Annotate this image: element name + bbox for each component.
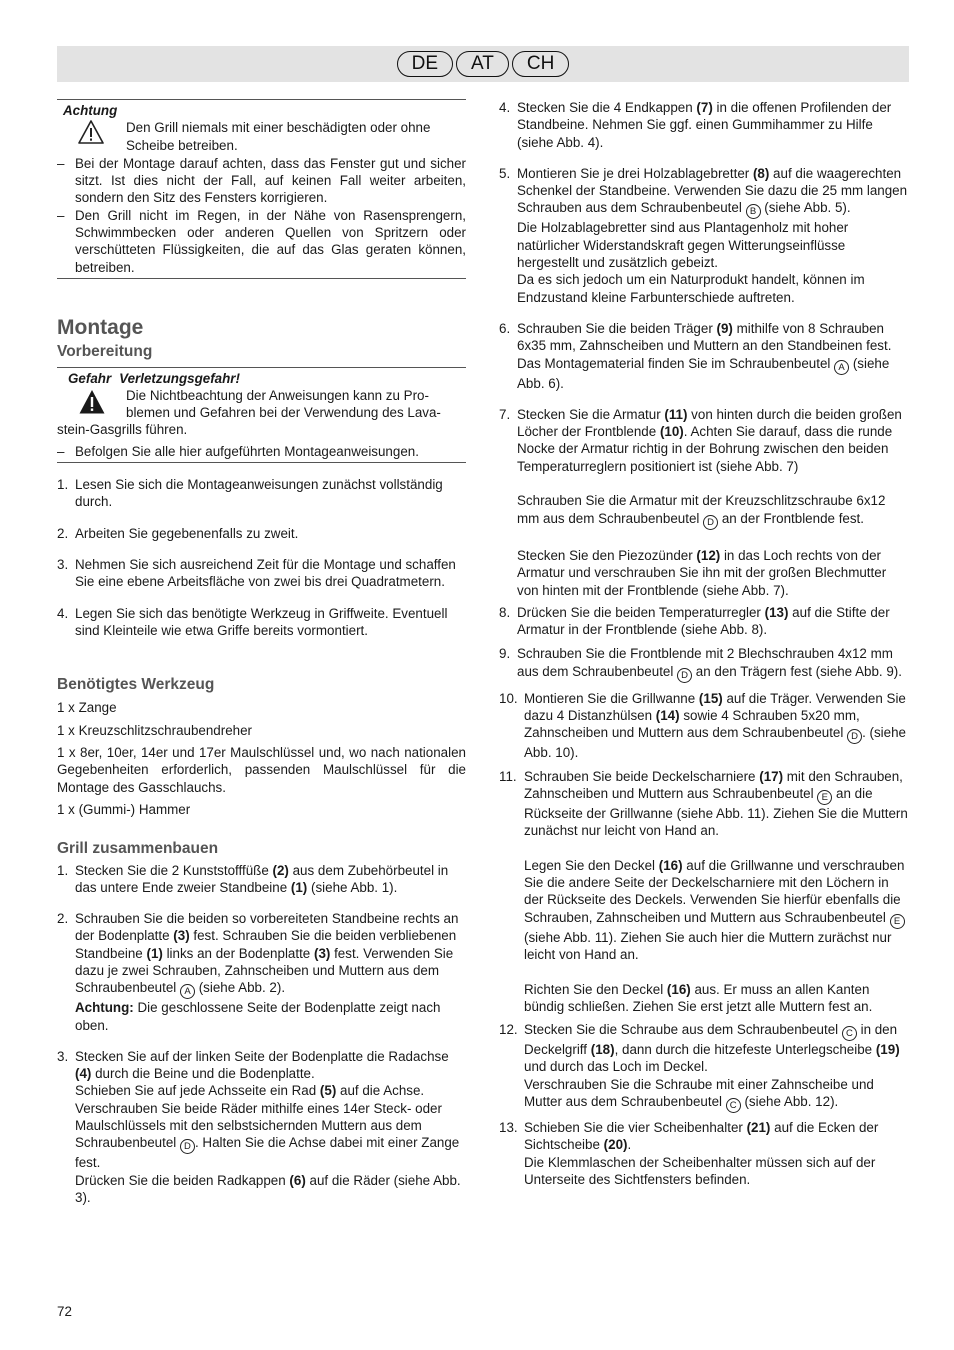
assembly-step	[499, 690, 909, 762]
danger-triangle-icon	[79, 389, 105, 415]
step-text: Stecken Sie die Schraube aus dem Schraubenbeutel C in den Deckelgriff (18), dann durch die hitzefeste Unterlegscheibe (19) und durch das Loch im Deckel. Verschrauben Sie die Schraube mit einer Zahnscheibe und Mutter aus dem Schraubenbeutel C (siehe Abb. 12).	[524, 1022, 900, 1112]
step-text: Arbeiten Sie gegebenenfalls zu zweit.	[75, 525, 299, 541]
dash-marker: –	[57, 443, 65, 459]
subsection-assemble: Grill zusammenbauen	[57, 840, 219, 858]
danger-dash-item	[57, 443, 466, 460]
step-number: 7.	[499, 406, 511, 422]
assembly-step	[499, 99, 909, 151]
warning-triangle-icon	[78, 119, 104, 145]
step-number: 10.	[499, 690, 518, 706]
assembly-step	[499, 406, 909, 599]
step-text: Stecken Sie auf der linken Seite der Bodenplatte die Radachse (4) durch die Beine und die Bodenplatte. Schieben Sie auf jede Achsseite ein Rad (5) auf die Achse. Verschrauben Sie beide Räder mithilfe eines 14er Steck- oder Maulschlüssels mit den selbstsichernden Muttern aus dem Schraubenbeutel D . Halten Sie die Achse dabei mit einer Zange fest. Drücken Sie die beiden Radkappen (6) auf die Räder (siehe Abb. 3).	[75, 1048, 461, 1205]
prep-step	[57, 556, 466, 591]
prep-step	[57, 605, 466, 640]
assembly-step	[499, 1021, 909, 1113]
caution-dash-item	[57, 155, 466, 207]
caution-body	[57, 119, 466, 154]
subsection-prep: Vorbereitung	[57, 343, 153, 361]
page-number: 72	[57, 1304, 72, 1319]
dash-marker: –	[57, 155, 65, 171]
danger-line3: stein-Gasgrills führen.	[57, 422, 188, 438]
step-number: 3.	[57, 556, 69, 572]
language-badge-at: AT	[456, 51, 509, 77]
caution-rule-bottom	[57, 278, 466, 279]
step-number: 11.	[499, 768, 517, 784]
left-column	[57, 99, 466, 1206]
danger-line1: Die Nichtbeachtung der Anweisungen kann zu Pro-	[126, 387, 429, 403]
assembly-step	[57, 1048, 466, 1206]
step-number: 8.	[499, 604, 511, 620]
step-text: Stecken Sie die 2 Kunststofffüße (2) aus dem Zubehörbeutel in das untere Ende zweier Standbeine (1) (siehe Abb. 1).	[75, 862, 449, 895]
assembly-step	[499, 1119, 909, 1188]
step-text: Schrauben Sie die beiden Träger (9) mithilfe von 8 Schrauben 6x35 mm, Zahnscheiben und Muttern an den Standbeinen fest. Das Montagematerial finden Sie im Schraubenbeutel A (siehe Abb. 6).	[517, 320, 892, 391]
language-badges	[57, 51, 909, 77]
step-number: 6.	[499, 320, 511, 336]
prep-step	[57, 525, 466, 542]
step-text: Montieren Sie je drei Holzablagebretter (8) auf die waagerechten Schenkel der Standbeine. Verwenden Sie dazu die 25 mm langen Schrauben aus dem Schraubenbeutel B (siehe Abb. 5). Die Holzablagebretter sind aus Plantagenholz mit hoher natürlicher Widerstandskraft gegen Witterungseinflüsse hergestellt und zusätzlich gebeizt. Da es sich jedoch um ein Naturprodukt handelt, können im Endzustand kleine Farbunterschiede auftreten.	[517, 165, 908, 305]
section-title: Montage	[57, 315, 144, 339]
step-number: 1.	[57, 862, 69, 878]
tool-item: 1 x (Gummi-) Hammer	[57, 801, 191, 817]
danger-body	[57, 387, 466, 439]
danger-rule-bottom	[57, 462, 466, 463]
assembly-step	[499, 604, 909, 639]
step-text: Drücken Sie die beiden Temperaturregler (13) auf die Stifte der Armatur in der Frontblende (siehe Abb. 8).	[517, 604, 890, 638]
subsection-tools: Benötigtes Werkzeug	[57, 676, 215, 694]
step-text: Schrauben Sie die Frontblende mit 2 Blechschrauben 4x12 mm aus dem Schraubenbeutel D an den Trägern fest (siehe Abb. 9).	[517, 646, 902, 681]
step-text: Montieren Sie die Grillwanne (15) auf die Träger. Verwenden Sie dazu 4 Distanzhülsen (14) sowie 4 Schrauben 5x20 mm, Zahnscheiben und Muttern aus dem Schraubenbeutel D . (siehe Abb. 10).	[524, 690, 906, 761]
step-text: Stecken Sie die Armatur (11) von hinten durch die beiden großen Löcher der Frontblende (10). Achten Sie darauf, dass die runde Nocke der Armatur richtig in der Bohrung zwischen den beiden Temperaturreglern positioniert ist (siehe Abb. 7) Schrauben Sie die Armatur mit der Kreuzschlitzschraube 6x12 mm aus dem Schraubenbeutel D an der Frontblende fest. Stecken Sie den Piezozünder (12) in das Loch rechts von der Armatur und verschrauben Sie ihn mit der großen Blechmutter von hinten mit der Frontblende (siehe Abb. 7).	[517, 406, 902, 598]
step-number: 3.	[57, 1048, 69, 1064]
step-number: 2.	[57, 525, 69, 541]
danger-line2: blemen und Gefahren bei der Verwendung des Lava-	[126, 405, 441, 421]
step-number: 13.	[499, 1120, 518, 1136]
tool-item: 1 x Kreuzschlitzschraubendreher	[57, 722, 253, 738]
step-text: Nehmen Sie sich ausreichend Zeit für die Montage und schaffen Sie eine ebene Arbeitsfläche von zwei bis drei Quadratmetern.	[75, 556, 456, 590]
danger-dash-text: Befolgen Sie alle hier aufgeführten Montageanweisungen.	[75, 443, 419, 459]
header-bar	[57, 46, 909, 82]
caution-text-line2: Scheibe betreiben.	[126, 137, 238, 153]
right-column	[499, 99, 909, 1188]
step-number: 4.	[499, 100, 511, 115]
step-number: 9.	[499, 646, 511, 662]
step-text: Lesen Sie sich die Montageanweisungen zunächst vollständig durch.	[75, 477, 443, 510]
caution-dash-text: Den Grill nicht im Regen, in der Nähe von Rasensprengern, Schwimmbecken oder anderen Quellen von Spritzern oder verschütteten Flüssigkeiten, die auf das Glas geraten können, betreiben.	[75, 207, 466, 275]
caution-dash-text: Bei der Montage darauf achten, dass das Fenster gut und sicher sitzt. Ist dies nicht der Fall, auf keinen Fall weiter arbeiten, sondern den Sitz des Fensters korrigieren.	[75, 155, 466, 206]
step-text: Legen Sie sich das benötigte Werkzeug in Griffweite. Eventuell sind Kleinteile wie etwa Griffe bereits vormontiert.	[75, 605, 448, 638]
dash-marker: –	[57, 207, 65, 223]
assembly-step	[57, 910, 466, 1034]
caution-dash-item	[57, 207, 466, 276]
assembly-step	[499, 645, 909, 682]
tool-item: 1 x 8er, 10er, 14er und 17er Maulschlüssel und, wo nach nationalen Gegebenheiten erforderlich, passenden Maulschlüssel für die Montage des Gasschlauchs.	[57, 745, 466, 795]
step-number: 4.	[57, 605, 69, 621]
prep-step	[57, 476, 466, 511]
danger-label: Gefahr	[68, 370, 112, 386]
step-text: Schieben Sie die vier Scheibenhalter (21) auf die Ecken der Sichtscheibe (20). Die Klemmlaschen der Scheibenhalter müssen sich auf der Unterseite des Sichtfensters befinden.	[524, 1120, 879, 1187]
language-badge-de: DE	[397, 51, 453, 77]
assembly-step	[499, 320, 909, 392]
step-number: 1.	[57, 477, 69, 493]
step-text: Stecken Sie die 4 Endkappen (7) in die offenen Profilenden der Standbeine. Nehmen Sie ggf. einen Gummihammer zu Hilfe (siehe Abb. 4).	[517, 100, 892, 150]
danger-heading	[57, 368, 466, 387]
tool-item: 1 x Zange	[57, 700, 117, 716]
assembly-step	[499, 165, 909, 306]
caution-label: Achtung	[63, 103, 118, 118]
language-badge-ch: CH	[512, 51, 569, 77]
caution-text-line1: Den Grill niemals mit einer beschädigten oder ohne	[126, 120, 431, 136]
step-number: 12.	[499, 1022, 518, 1038]
assembly-step	[57, 862, 466, 897]
danger-sublabel: Verletzungsgefahr!	[119, 370, 240, 386]
step-text: Schrauben Sie die beiden so vorbereiteten Standbeine rechts an der Bodenplatte (3) fest. Schrauben Sie die beiden verbliebenen Standbeine (1) links an der Bodenplatte (3) fest. Verwenden Sie dazu je zwei Schrauben, Zahnscheiben und Muttern aus dem Schraubenbeutel A (siehe Abb. 2). Achtung: Die geschlossene Seite der Bodenplatte zeigt nach oben.	[75, 911, 459, 1033]
step-text: Schrauben Sie beide Deckelscharniere (17) mit den Schrauben, Zahnscheiben und Muttern aus Schraubenbeutel E an die Rückseite der Grillwanne (siehe Abb. 11). Ziehen Sie die Muttern zunächst nur leicht von Hand an. Legen Sie den Deckel (16) auf die Grillwanne und verschrauben Sie die andere Seite der Deckelscharniere mit den Löchern in der Rückseite des Deckels. Verwenden Sie hierfür ebenfalls die Schrauben, Zahnscheiben und Muttern aus Schraubenbeutel E (siehe Abb. 11). Ziehen Sie auch hier die Muttern zurächst nur leicht von Hand an. Richten Sie den Deckel (16) aus. Er muss an allen Kanten bündig schließen. Ziehen Sie erst jetzt alle Muttern fest an.	[524, 768, 908, 1014]
assembly-step	[499, 768, 909, 1016]
step-number: 5.	[499, 165, 511, 181]
step-number: 2.	[57, 911, 69, 927]
